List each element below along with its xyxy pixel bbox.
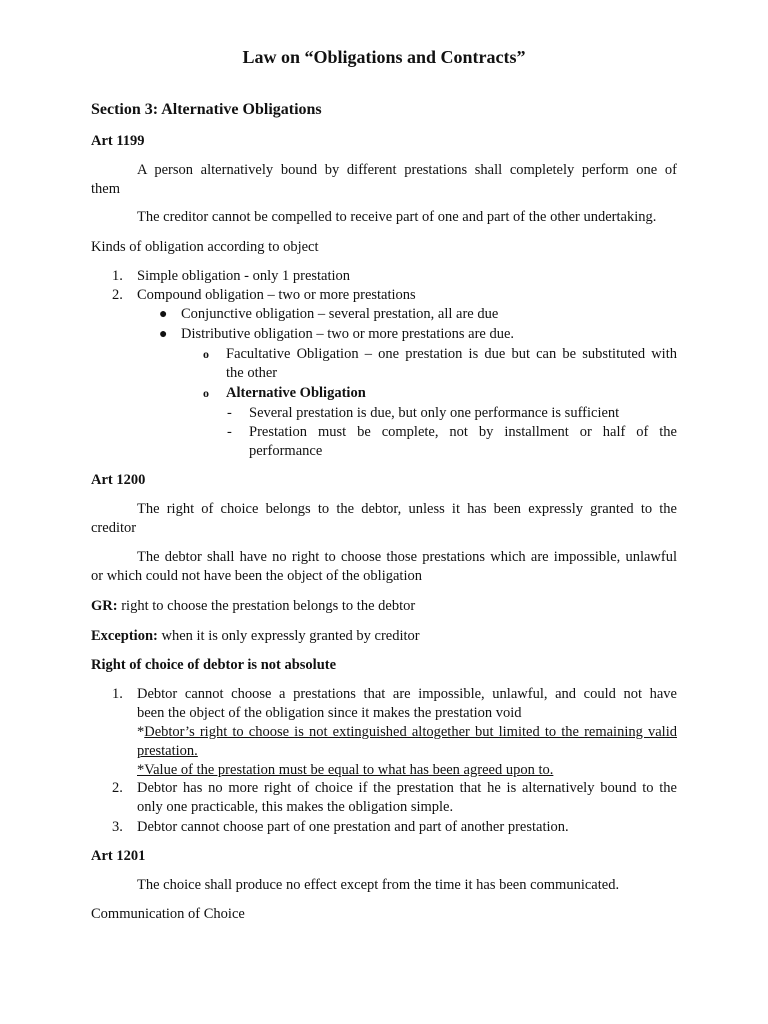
art-1200-paragraph2-line1: The debtor shall have no right to choose those prestations which are impossible, unlawful	[137, 549, 677, 565]
note-1-text: Debtor’s right to choose is not extinguished altogether but limited to the remaining valid	[144, 724, 677, 740]
sub-bullet-marker: o	[203, 347, 209, 361]
document-title: Law on “Obligations and Contracts”	[242, 47, 526, 67]
list-marker: 2.	[112, 780, 123, 796]
kinds-of-obligation-intro: Kinds of obligation according to object	[91, 239, 319, 255]
dash-marker: -	[227, 405, 232, 421]
sub-bullet-marker: o	[203, 386, 209, 400]
bullet-conjunctive-obligation: Conjunctive obligation – several prestation, all are due	[181, 306, 499, 322]
list-item-compound-obligation: Compound obligation – two or more prestations	[137, 287, 416, 303]
art-1199-paragraph-line1: A person alternatively bound by different prestations shall completely perform one of	[137, 162, 677, 178]
art-1200-heading: Art 1200	[91, 472, 146, 488]
list-marker: 3.	[112, 819, 123, 835]
sub-bullet-facultative-line1: Facultative Obligation – one prestation is due but can be substituted with	[226, 346, 677, 362]
note-1-line1	[137, 723, 677, 742]
list-marker: 1.	[112, 686, 123, 702]
choice-item-3: Debtor cannot choose part of one prestation and part of another prestation.	[137, 819, 569, 835]
dash-item-several-prestation: Several prestation is due, but only one performance is sufficient	[249, 405, 620, 421]
section-heading: Section 3: Alternative Obligations	[91, 101, 322, 118]
general-rule-label: GR:	[91, 598, 118, 614]
exception-text: when it is only expressly granted by creditor	[157, 628, 420, 644]
art-1199-paragraph-2: The creditor cannot be compelled to receive part of one and part of the other undertaking.	[137, 209, 657, 225]
note-1-line2: prestation.	[137, 743, 198, 759]
list-marker: 2.	[112, 287, 123, 303]
list-item-simple-obligation: Simple obligation - only 1 prestation	[137, 268, 351, 284]
art-1200-paragraph2-line2: or which could not have been the object of the obligation	[91, 568, 422, 584]
right-of-choice-heading: Right of choice of debtor is not absolute	[91, 657, 337, 673]
dash-item-complete-line1: Prestation must be complete, not by installment or half of the	[249, 424, 677, 440]
exception-label: Exception:	[91, 628, 158, 644]
art-1199-paragraph-line2: them	[91, 181, 120, 197]
art-1201-paragraph: The choice shall produce no effect except from the time it has been communicated.	[137, 877, 620, 893]
bullet-icon: ●	[159, 327, 168, 342]
communication-of-choice: Communication of Choice	[91, 906, 245, 922]
art-1201-heading: Art 1201	[91, 848, 146, 864]
art-1200-paragraph-line2: creditor	[91, 520, 137, 536]
choice-item-1-line2: been the object of the obligation since it makes the prestation void	[137, 705, 522, 721]
dash-marker: -	[227, 424, 232, 440]
list-marker: 1.	[112, 268, 123, 284]
bullet-icon: ●	[159, 307, 168, 322]
exception-line	[91, 627, 420, 646]
choice-item-2-line2: only one practicable, this makes the obligation simple.	[137, 799, 454, 815]
general-rule-line	[91, 597, 415, 616]
art-1199-heading: Art 1199	[91, 133, 145, 149]
note-star: *	[137, 724, 145, 740]
dash-item-complete-line2: performance	[249, 443, 323, 459]
bullet-distributive-obligation: Distributive obligation – two or more prestations are due.	[181, 326, 515, 342]
note-2: *Value of the prestation must be equal to what has been agreed upon to.	[137, 762, 554, 778]
sub-bullet-alternative: Alternative Obligation	[226, 385, 366, 401]
choice-item-1-line1: Debtor cannot choose a prestations that are impossible, unlawful, and could not have	[137, 686, 677, 702]
general-rule-text: right to choose the prestation belongs to the debtor	[117, 598, 416, 614]
sub-bullet-facultative-line2: the other	[226, 365, 278, 381]
art-1200-paragraph-line1: The right of choice belongs to the debtor, unless it has been expressly granted to the	[137, 501, 677, 517]
choice-item-2-line1: Debtor has no more right of choice if the prestation that he is alternatively bound to the	[137, 780, 677, 796]
